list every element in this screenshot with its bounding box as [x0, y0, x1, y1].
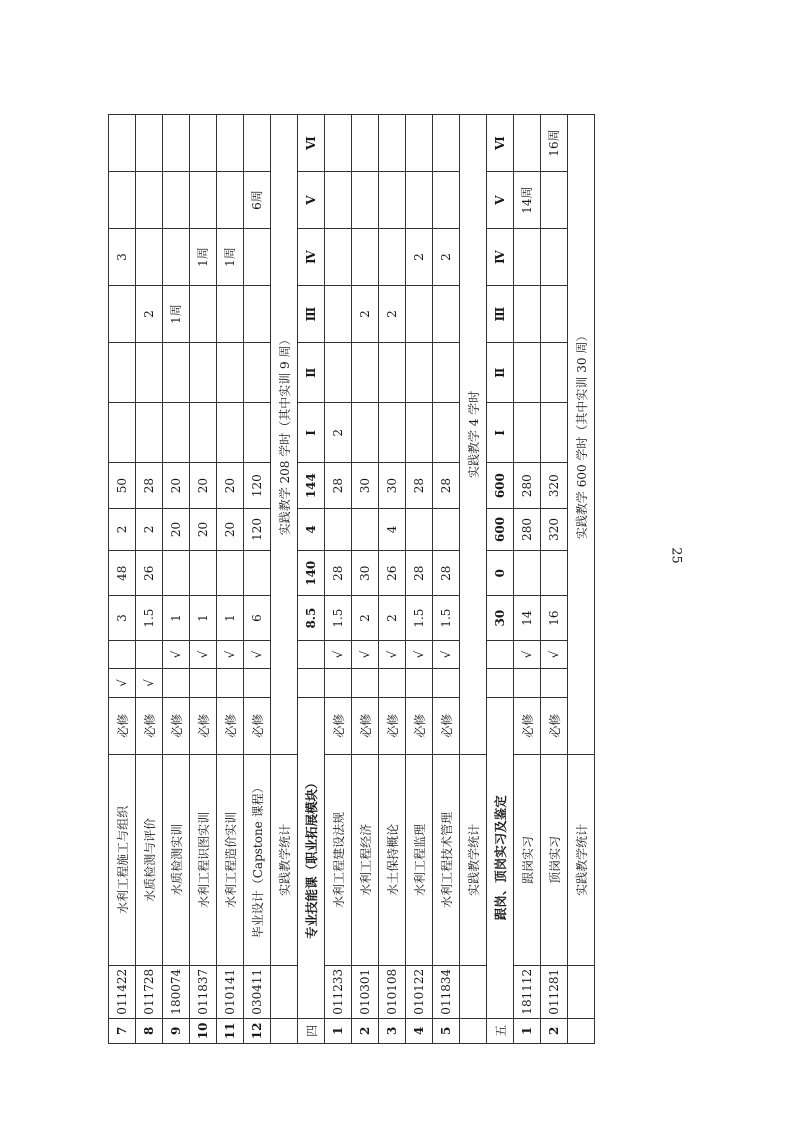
- credit-cell: 6: [244, 596, 271, 640]
- total-hours-cell: 20: [190, 463, 217, 508]
- semester-3-cell: [514, 286, 541, 343]
- semester-5-cell: [379, 172, 406, 229]
- semester-5-cell: [352, 172, 379, 229]
- course-name-cell: 水利工程识图实训: [190, 754, 217, 965]
- course-name-cell: 顶岗实习: [541, 754, 568, 965]
- check-mark-cell: √: [514, 640, 541, 669]
- course-nature-cell: 必修: [190, 697, 217, 754]
- course-nature-cell: 必修: [352, 697, 379, 754]
- exam-mark-cell: [487, 669, 514, 698]
- semester-6-cell: [163, 115, 190, 172]
- semester-4-cell: Ⅳ: [298, 229, 325, 286]
- course-name-cell: 水利工程造价实训: [217, 754, 244, 965]
- semester-2-cell: [352, 343, 379, 403]
- check-mark-cell: [109, 640, 136, 669]
- semester-2-cell: [406, 343, 433, 403]
- total-hours-cell: 280: [514, 463, 541, 508]
- theory-hours-cell: 0: [487, 551, 514, 596]
- course-code-cell: 011728: [136, 965, 163, 1018]
- table-row: [406, 115, 433, 1044]
- exam-mark-cell: [406, 669, 433, 698]
- row-number-cell: 1: [325, 1018, 352, 1043]
- total-hours-cell: 30: [352, 463, 379, 508]
- semester-3-cell: [325, 286, 352, 343]
- row-number-cell: 4: [406, 1018, 433, 1043]
- course-name-cell: 水质检测与评价: [136, 754, 163, 965]
- credit-cell: 2: [379, 596, 406, 640]
- semester-6-cell: [109, 115, 136, 172]
- check-mark-cell: √: [244, 640, 271, 669]
- row-number-cell: 8: [136, 1018, 163, 1043]
- semester-4-cell: [514, 229, 541, 286]
- course-code-cell: 010301: [352, 965, 379, 1018]
- course-code-cell: 181112: [514, 965, 541, 1018]
- table-row: [325, 115, 352, 1044]
- total-hours-cell: 28: [406, 463, 433, 508]
- summary-row: [568, 115, 595, 1044]
- check-mark-cell: √: [541, 640, 568, 669]
- course-code-cell: 180074: [163, 965, 190, 1018]
- course-name-cell: 水利工程经济: [352, 754, 379, 965]
- semester-5-cell: [109, 172, 136, 229]
- summary-row: [271, 115, 298, 1044]
- total-hours-cell: 28: [325, 463, 352, 508]
- course-name-cell: 水利工程技术管理: [433, 754, 460, 965]
- summary-label: 实践教学统计: [460, 754, 487, 965]
- course-nature-cell: 必修: [163, 697, 190, 754]
- course-nature-cell: 必修: [406, 697, 433, 754]
- exam-mark-cell: √: [109, 669, 136, 698]
- semester-1-cell: [433, 403, 460, 463]
- credit-cell: 14: [514, 596, 541, 640]
- course-nature-cell: 必修: [541, 697, 568, 754]
- semester-2-cell: [325, 343, 352, 403]
- course-plan-table: [108, 114, 595, 1044]
- theory-hours-cell: [541, 551, 568, 596]
- course-name-cell: 水土保持概论: [379, 754, 406, 965]
- section-number: 五: [487, 1018, 514, 1043]
- row-number-cell: 2: [541, 1018, 568, 1043]
- theory-hours-cell: 30: [352, 551, 379, 596]
- course-nature-cell: 必修: [514, 697, 541, 754]
- theory-hours-cell: 26: [136, 551, 163, 596]
- semester-3-cell: 2: [136, 286, 163, 343]
- check-mark-cell: √: [352, 640, 379, 669]
- semester-1-cell: [217, 403, 244, 463]
- semester-1-cell: [163, 403, 190, 463]
- semester-4-cell: 2: [406, 229, 433, 286]
- course-code-cell: 010122: [406, 965, 433, 1018]
- total-hours-cell: 30: [379, 463, 406, 508]
- credit-cell: 1.5: [433, 596, 460, 640]
- exam-mark-cell: [163, 669, 190, 698]
- semester-4-cell: Ⅳ: [487, 229, 514, 286]
- course-nature-cell: 必修: [244, 697, 271, 754]
- semester-4-cell: [136, 229, 163, 286]
- semester-2-cell: [541, 343, 568, 403]
- semester-1-cell: [244, 403, 271, 463]
- semester-5-cell: [433, 172, 460, 229]
- table-row: [433, 115, 460, 1044]
- semester-6-cell: [325, 115, 352, 172]
- table-row: [190, 115, 217, 1044]
- table-row: [163, 115, 190, 1044]
- course-nature-cell: 必修: [109, 697, 136, 754]
- total-hours-cell: 28: [136, 463, 163, 508]
- semester-3-cell: [433, 286, 460, 343]
- course-code-cell: [568, 965, 595, 1018]
- semester-2-cell: [190, 343, 217, 403]
- credit-cell: 16: [541, 596, 568, 640]
- total-hours-cell: 144: [298, 463, 325, 508]
- practice-hours-cell: 20: [163, 508, 190, 550]
- check-mark-cell: √: [406, 640, 433, 669]
- summary-text: 实践教学 208 学时（其中实训 9 周）: [271, 115, 298, 755]
- table-row: [514, 115, 541, 1044]
- credit-cell: 3: [109, 596, 136, 640]
- semester-5-cell: [541, 172, 568, 229]
- row-number-cell: 11: [217, 1018, 244, 1043]
- practice-hours-cell: 4: [298, 508, 325, 550]
- row-number-cell: [460, 1018, 487, 1043]
- semester-6-cell: [433, 115, 460, 172]
- course-code-cell: 011422: [109, 965, 136, 1018]
- check-mark-cell: [487, 640, 514, 669]
- semester-5-cell: [136, 172, 163, 229]
- row-number-cell: 2: [352, 1018, 379, 1043]
- practice-hours-cell: [433, 508, 460, 550]
- semester-1-cell: Ⅰ: [298, 403, 325, 463]
- semester-3-cell: Ⅲ: [298, 286, 325, 343]
- semester-5-cell: [406, 172, 433, 229]
- semester-4-cell: 1周: [190, 229, 217, 286]
- row-number-cell: 1: [514, 1018, 541, 1043]
- semester-1-cell: [190, 403, 217, 463]
- semester-2-cell: [379, 343, 406, 403]
- semester-6-cell: 16周: [541, 115, 568, 172]
- semester-1-cell: [136, 403, 163, 463]
- check-mark-cell: √: [325, 640, 352, 669]
- summary-row: [460, 115, 487, 1044]
- practice-hours-cell: 320: [541, 508, 568, 550]
- theory-hours-cell: [163, 551, 190, 596]
- semester-6-cell: [217, 115, 244, 172]
- exam-mark-cell: [298, 669, 325, 698]
- semester-1-cell: 2: [325, 403, 352, 463]
- semester-3-cell: Ⅲ: [487, 286, 514, 343]
- row-number-cell: 5: [433, 1018, 460, 1043]
- row-number-cell: [271, 1018, 298, 1043]
- semester-4-cell: [163, 229, 190, 286]
- semester-5-cell: Ⅴ: [298, 172, 325, 229]
- summary-label: 实践教学统计: [568, 754, 595, 965]
- semester-1-cell: Ⅰ: [487, 403, 514, 463]
- credit-cell: 8.5: [298, 596, 325, 640]
- course-code-cell: [271, 965, 298, 1018]
- table-row: [109, 115, 136, 1044]
- total-hours-cell: 28: [433, 463, 460, 508]
- semester-2-cell: [514, 343, 541, 403]
- summary-text: 实践教学 4 学时: [460, 115, 487, 755]
- course-name-cell: 水利工程监理: [406, 754, 433, 965]
- semester-3-cell: [190, 286, 217, 343]
- row-number-cell: 9: [163, 1018, 190, 1043]
- section-title: 跟岗、顶岗实习及鉴定: [487, 697, 514, 1018]
- semester-1-cell: [379, 403, 406, 463]
- practice-hours-cell: [406, 508, 433, 550]
- course-name-cell: 跟岗实习: [514, 754, 541, 965]
- table-row: [217, 115, 244, 1044]
- section-header-row: [487, 115, 514, 1044]
- semester-5-cell: 6周: [244, 172, 271, 229]
- semester-2-cell: [163, 343, 190, 403]
- practice-hours-cell: 600: [487, 508, 514, 550]
- course-name-cell: 水质检测实训: [163, 754, 190, 965]
- semester-3-cell: 1周: [163, 286, 190, 343]
- check-mark-cell: [298, 640, 325, 669]
- total-hours-cell: 320: [541, 463, 568, 508]
- course-name-cell: 毕业设计（Capstone 课程）: [244, 754, 271, 965]
- table-row: [244, 115, 271, 1044]
- practice-hours-cell: 20: [190, 508, 217, 550]
- check-mark-cell: √: [163, 640, 190, 669]
- semester-5-cell: 14周: [514, 172, 541, 229]
- check-mark-cell: √: [217, 640, 244, 669]
- credit-cell: 1.5: [325, 596, 352, 640]
- course-code-cell: 011281: [541, 965, 568, 1018]
- total-hours-cell: 50: [109, 463, 136, 508]
- rotated-table-container: [108, 114, 645, 1044]
- practice-hours-cell: 20: [217, 508, 244, 550]
- check-mark-cell: [136, 640, 163, 669]
- theory-hours-cell: 140: [298, 551, 325, 596]
- practice-hours-cell: 120: [244, 508, 271, 550]
- semester-4-cell: [541, 229, 568, 286]
- course-nature-cell: 必修: [433, 697, 460, 754]
- semester-5-cell: [163, 172, 190, 229]
- semester-3-cell: 2: [352, 286, 379, 343]
- theory-hours-cell: 28: [406, 551, 433, 596]
- exam-mark-cell: √: [136, 669, 163, 698]
- semester-2-cell: [109, 343, 136, 403]
- semester-5-cell: [190, 172, 217, 229]
- practice-hours-cell: 4: [379, 508, 406, 550]
- semester-2-cell: Ⅱ: [298, 343, 325, 403]
- check-mark-cell: √: [433, 640, 460, 669]
- course-name-cell: 水利工程建设法规: [325, 754, 352, 965]
- course-nature-cell: 必修: [379, 697, 406, 754]
- course-code-cell: 011837: [190, 965, 217, 1018]
- course-code-cell: 011834: [433, 965, 460, 1018]
- row-number-cell: 12: [244, 1018, 271, 1043]
- semester-6-cell: [514, 115, 541, 172]
- exam-mark-cell: [244, 669, 271, 698]
- practice-hours-cell: [352, 508, 379, 550]
- semester-4-cell: [325, 229, 352, 286]
- total-hours-cell: 20: [217, 463, 244, 508]
- semester-4-cell: [379, 229, 406, 286]
- semester-3-cell: [541, 286, 568, 343]
- semester-1-cell: [352, 403, 379, 463]
- credit-cell: 1: [163, 596, 190, 640]
- semester-2-cell: [136, 343, 163, 403]
- theory-hours-cell: [217, 551, 244, 596]
- theory-hours-cell: [190, 551, 217, 596]
- credit-cell: 1: [217, 596, 244, 640]
- theory-hours-cell: [244, 551, 271, 596]
- semester-3-cell: [244, 286, 271, 343]
- semester-6-cell: Ⅵ: [487, 115, 514, 172]
- page-number: 25: [668, 547, 684, 564]
- summary-text: 实践教学 600 学时（其中实训 30 周）: [568, 115, 595, 755]
- exam-mark-cell: [217, 669, 244, 698]
- semester-3-cell: [109, 286, 136, 343]
- exam-mark-cell: [433, 669, 460, 698]
- check-mark-cell: √: [190, 640, 217, 669]
- exam-mark-cell: [190, 669, 217, 698]
- credit-cell: 1.5: [136, 596, 163, 640]
- theory-hours-cell: [514, 551, 541, 596]
- course-code-cell: 010108: [379, 965, 406, 1018]
- semester-2-cell: Ⅱ: [487, 343, 514, 403]
- semester-4-cell: [352, 229, 379, 286]
- summary-label: 实践教学统计: [271, 754, 298, 965]
- semester-6-cell: [244, 115, 271, 172]
- practice-hours-cell: 2: [109, 508, 136, 550]
- total-hours-cell: 600: [487, 463, 514, 508]
- credit-cell: 1.5: [406, 596, 433, 640]
- credit-cell: 30: [487, 596, 514, 640]
- exam-mark-cell: [541, 669, 568, 698]
- table-row: [541, 115, 568, 1044]
- semester-2-cell: [244, 343, 271, 403]
- semester-4-cell: 1周: [217, 229, 244, 286]
- semester-2-cell: [433, 343, 460, 403]
- semester-1-cell: [406, 403, 433, 463]
- row-number-cell: 10: [190, 1018, 217, 1043]
- semester-1-cell: [541, 403, 568, 463]
- section-title: 专业技能课（职业拓展模块）: [298, 697, 325, 1018]
- practice-hours-cell: [325, 508, 352, 550]
- row-number-cell: 3: [379, 1018, 406, 1043]
- semester-3-cell: 2: [379, 286, 406, 343]
- exam-mark-cell: [352, 669, 379, 698]
- semester-6-cell: [136, 115, 163, 172]
- exam-mark-cell: [379, 669, 406, 698]
- course-nature-cell: 必修: [217, 697, 244, 754]
- practice-hours-cell: 2: [136, 508, 163, 550]
- total-hours-cell: 120: [244, 463, 271, 508]
- theory-hours-cell: 26: [379, 551, 406, 596]
- course-code-cell: 030411: [244, 965, 271, 1018]
- semester-6-cell: [379, 115, 406, 172]
- exam-mark-cell: [325, 669, 352, 698]
- table-row: [352, 115, 379, 1044]
- course-nature-cell: 必修: [136, 697, 163, 754]
- section-number: 四: [298, 1018, 325, 1043]
- semester-4-cell: 2: [433, 229, 460, 286]
- theory-hours-cell: 48: [109, 551, 136, 596]
- course-code-cell: 011233: [325, 965, 352, 1018]
- total-hours-cell: 20: [163, 463, 190, 508]
- course-code-cell: 010141: [217, 965, 244, 1018]
- semester-5-cell: [325, 172, 352, 229]
- practice-hours-cell: 280: [514, 508, 541, 550]
- credit-cell: 1: [190, 596, 217, 640]
- semester-3-cell: [406, 286, 433, 343]
- section-header-row: [298, 115, 325, 1044]
- semester-2-cell: [217, 343, 244, 403]
- theory-hours-cell: 28: [433, 551, 460, 596]
- semester-6-cell: Ⅵ: [298, 115, 325, 172]
- semester-4-cell: 3: [109, 229, 136, 286]
- semester-1-cell: [514, 403, 541, 463]
- table-row: [136, 115, 163, 1044]
- course-name-cell: 水利工程施工与组织: [109, 754, 136, 965]
- semester-3-cell: [217, 286, 244, 343]
- semester-1-cell: [109, 403, 136, 463]
- table-row: [379, 115, 406, 1044]
- row-number-cell: [568, 1018, 595, 1043]
- row-number-cell: 7: [109, 1018, 136, 1043]
- theory-hours-cell: 28: [325, 551, 352, 596]
- semester-6-cell: [406, 115, 433, 172]
- exam-mark-cell: [514, 669, 541, 698]
- semester-5-cell: [217, 172, 244, 229]
- semester-5-cell: Ⅴ: [487, 172, 514, 229]
- check-mark-cell: √: [379, 640, 406, 669]
- semester-6-cell: [352, 115, 379, 172]
- semester-6-cell: [190, 115, 217, 172]
- semester-4-cell: [244, 229, 271, 286]
- credit-cell: 2: [352, 596, 379, 640]
- course-nature-cell: 必修: [325, 697, 352, 754]
- course-code-cell: [460, 965, 487, 1018]
